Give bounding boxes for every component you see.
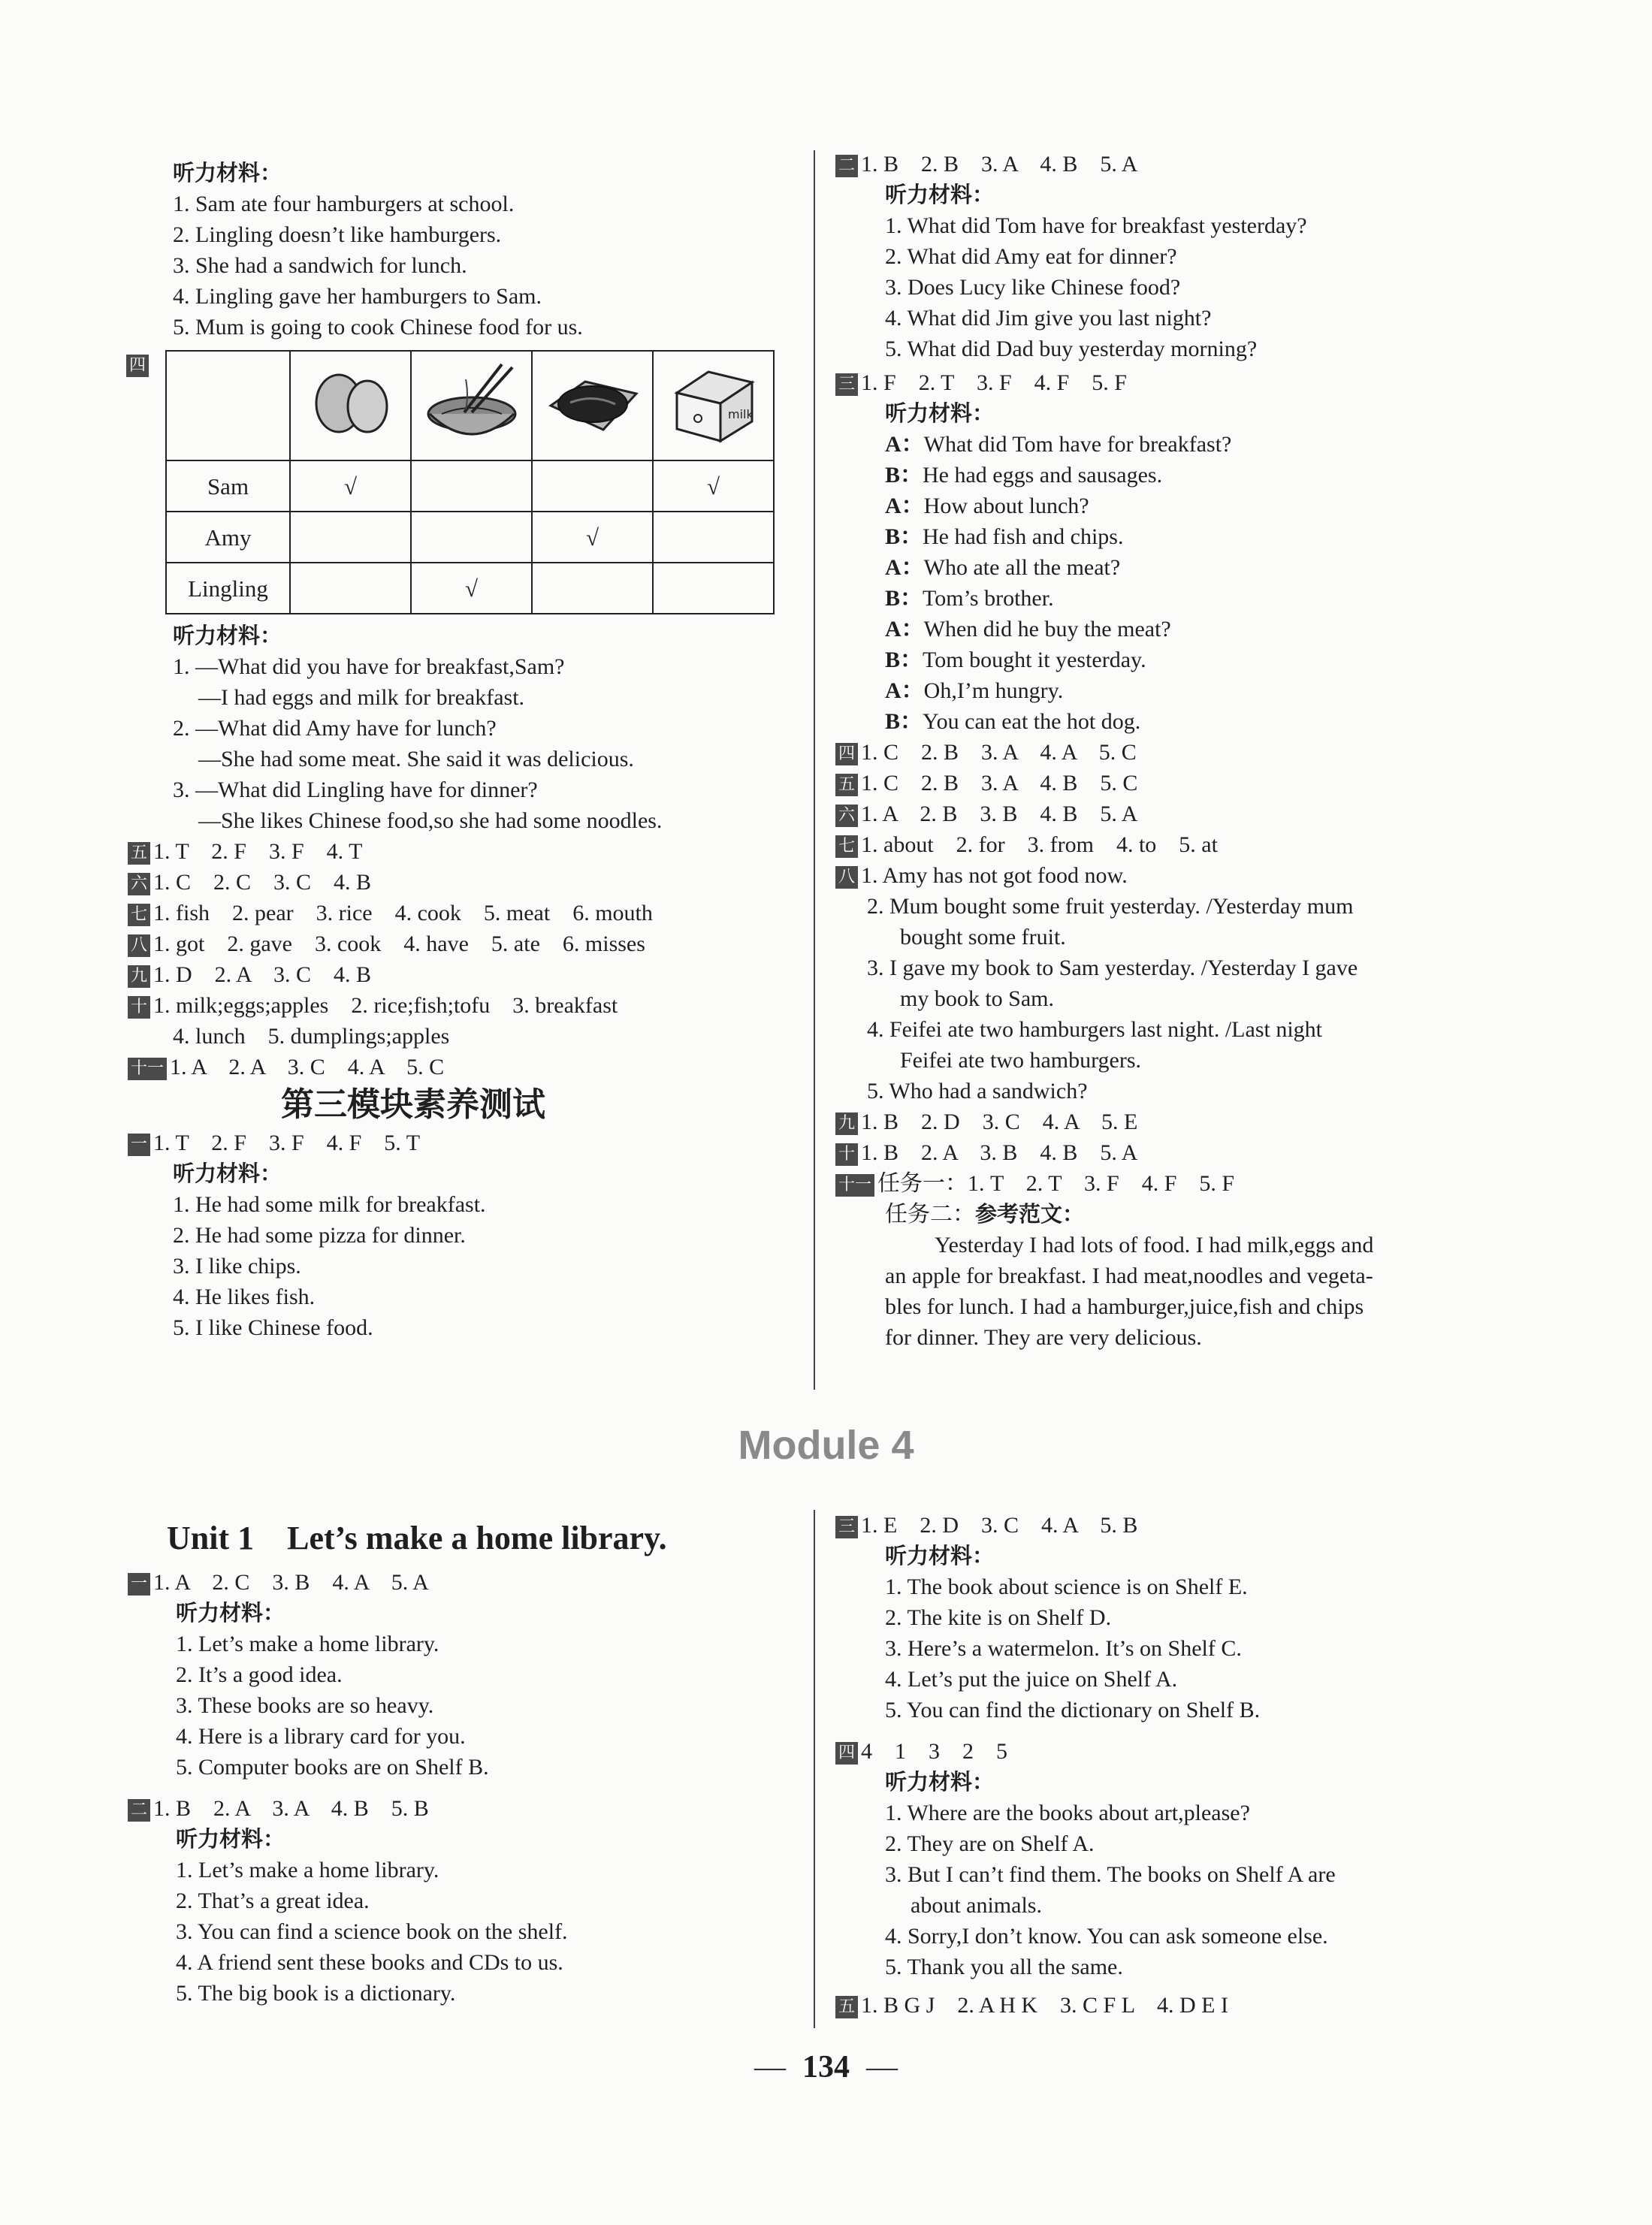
speaker: A bbox=[885, 678, 902, 703]
answer-row bbox=[128, 898, 789, 928]
listening-line: 3. She had a sandwich for lunch. bbox=[173, 253, 467, 278]
listening-line: —She had some meat. She said it was delicious. bbox=[198, 747, 634, 771]
listening-block bbox=[835, 1767, 1512, 1982]
listening-line: 5. What did Dad buy yesterday morning? bbox=[885, 337, 1258, 361]
answer-text: 1. T 2. F 3. F 4. F 5. T bbox=[153, 1131, 421, 1155]
listening-header: 听力材料： bbox=[885, 1543, 995, 1568]
listening-line: 5. Mum is going to cook Chinese food for us. bbox=[173, 315, 583, 340]
question-badge: 三 bbox=[835, 1516, 858, 1538]
table-pic-cell bbox=[653, 351, 774, 460]
top-right-column bbox=[835, 149, 1512, 1353]
speaker: A bbox=[885, 432, 902, 457]
listening-line: 3. Here’s a watermelon. It’s on Shelf C. bbox=[885, 1636, 1242, 1661]
dialogue-text: How about lunch? bbox=[923, 494, 1089, 518]
listening-line: 1. Where are the books about art,please? bbox=[885, 1801, 1250, 1825]
dialogue-text: Who ate all the meat? bbox=[923, 555, 1121, 580]
table-corner-cell bbox=[166, 351, 290, 460]
listening-line: 4. What did Jim give you last night? bbox=[885, 306, 1212, 331]
answer-text: 1. fish 2. pear 3. rice 4. cook 5. meat 6. mouth bbox=[153, 901, 653, 925]
answer-text: 1. T 2. F 3. F 4. T bbox=[153, 839, 363, 864]
task-2-block bbox=[835, 1199, 1512, 1353]
listening-header: 听力材料： bbox=[885, 182, 995, 207]
question-badge: 九 bbox=[835, 1112, 858, 1135]
answer-text: 1. C 2. C 3. C 4. B bbox=[153, 870, 372, 895]
answer-line: 3. I gave my book to Sam yesterday. /Yesterday I gave bbox=[867, 956, 1358, 980]
answer-row bbox=[128, 1052, 789, 1082]
answer-line: Feifei ate two hamburgers. bbox=[900, 1048, 1142, 1073]
listening-line: 2. Lingling doesn’t like hamburgers. bbox=[173, 222, 502, 247]
essay-line: an apple for breakfast. I had meat,noodles and vegeta- bbox=[885, 1263, 1373, 1288]
column-divider bbox=[814, 1510, 815, 2028]
answer-text: 1. E 2. D 3. C 4. A 5. B bbox=[861, 1513, 1138, 1538]
dialogue-text: When did he buy the meat? bbox=[923, 617, 1171, 642]
table-mark-cell: √ bbox=[653, 460, 774, 512]
dialogue-text: He had fish and chips. bbox=[923, 524, 1124, 549]
question-badge: 七 bbox=[835, 835, 858, 858]
answer-text: 1. about 2. for 3. from 4. to 5. at bbox=[861, 832, 1218, 857]
answer-text: 1. F 2. T 3. F 4. F 5. F bbox=[861, 370, 1127, 395]
answer-row bbox=[128, 867, 789, 898]
listening-line: 2. He had some pizza for dinner. bbox=[173, 1223, 466, 1248]
reference-label: 参考范文： bbox=[975, 1201, 1085, 1227]
speaker: B bbox=[885, 586, 901, 611]
noodles-icon bbox=[419, 357, 524, 447]
table-name-cell: Lingling bbox=[166, 563, 290, 614]
listening-block bbox=[835, 398, 1512, 737]
listening-header: 听力材料： bbox=[885, 400, 995, 426]
listening-line: 4. Here is a library card for you. bbox=[176, 1724, 466, 1749]
answer-text: 1. B 2. A 3. B 4. B 5. A bbox=[861, 1140, 1138, 1165]
listening-line: 5. I like Chinese food. bbox=[173, 1315, 373, 1340]
answer-row bbox=[835, 149, 1512, 180]
listening-line: 3. Does Lucy like Chinese food? bbox=[885, 275, 1181, 300]
listening-line: 1. Let’s make a home library. bbox=[176, 1632, 439, 1656]
listening-line: 4. A friend sent these books and CDs to us. bbox=[176, 1950, 563, 1975]
speaker: A bbox=[885, 617, 902, 642]
listening-line: 3. But I can’t find them. The books on Shelf A are bbox=[885, 1862, 1336, 1887]
question-badge: 八 bbox=[835, 866, 858, 889]
listening-line: —She likes Chinese food,so she had some noodles. bbox=[198, 808, 663, 833]
answer-text: 1. A 2. C 3. B 4. A 5. A bbox=[153, 1570, 429, 1595]
section-title: 第三模块素养测试 bbox=[281, 1085, 545, 1124]
eggs-icon bbox=[306, 364, 396, 439]
dialogue-line: A：Who ate all the meat? bbox=[885, 555, 1121, 580]
listening-line: 4. He likes fish. bbox=[173, 1285, 316, 1309]
milk-carton-icon bbox=[665, 357, 763, 447]
top-left-column bbox=[129, 158, 789, 1343]
answer-text: 1. Amy has not got food now. bbox=[861, 863, 1128, 888]
food-table bbox=[165, 350, 775, 614]
table-row bbox=[166, 512, 774, 563]
dialogue-line: A：When did he buy the meat? bbox=[885, 617, 1171, 642]
speaker: A bbox=[885, 494, 902, 518]
speaker: A bbox=[885, 555, 902, 580]
question-badge: 八 bbox=[128, 934, 150, 957]
listening-line: 1. The book about science is on Shelf E. bbox=[885, 1574, 1248, 1599]
essay-line: for dinner. They are very delicious. bbox=[885, 1325, 1202, 1350]
answer-row bbox=[835, 799, 1512, 829]
question-badge: 二 bbox=[835, 155, 858, 177]
question-4-table-block bbox=[129, 350, 789, 614]
listening-line: 2. That’s a great idea. bbox=[176, 1888, 370, 1913]
dialogue-line: B：He had fish and chips. bbox=[885, 524, 1124, 549]
answer-row bbox=[835, 1106, 1512, 1137]
dialogue-line: B：Tom’s brother. bbox=[885, 586, 1054, 611]
bottom-left-column bbox=[131, 1517, 790, 2009]
answer-text: 任务一：1. T 2. T 3. F 4. F 5. F bbox=[877, 1171, 1235, 1196]
table-mark-cell: √ bbox=[532, 512, 653, 563]
dialogue-text: What did Tom have for breakfast? bbox=[923, 432, 1232, 457]
listening-block bbox=[835, 1541, 1512, 1725]
speaker: B bbox=[885, 524, 901, 549]
table-mark-cell: √ bbox=[290, 460, 411, 512]
answer-row bbox=[128, 928, 789, 959]
table-mark-cell: √ bbox=[411, 563, 532, 614]
listening-line: 2. —What did Amy have for lunch? bbox=[173, 716, 497, 741]
dialogue-line: A：Oh,I’m hungry. bbox=[885, 678, 1064, 703]
table-mark-cell bbox=[290, 563, 411, 614]
module-title: Module 4 bbox=[738, 1423, 914, 1468]
table-mark-cell bbox=[411, 512, 532, 563]
question-badge: 六 bbox=[835, 805, 858, 827]
footer-dash: — bbox=[754, 2050, 786, 2085]
answer-row bbox=[835, 768, 1512, 799]
dialogue-line: A：How about lunch? bbox=[885, 494, 1089, 518]
column-divider bbox=[814, 150, 815, 1390]
listening-header: 听力材料： bbox=[885, 1769, 995, 1795]
listening-line: 1. What did Tom have for breakfast yesterday? bbox=[885, 213, 1307, 238]
question-badge: 十 bbox=[128, 996, 150, 1019]
speaker: B bbox=[885, 648, 901, 672]
question-badge: 十 bbox=[835, 1143, 858, 1166]
question-badge: 七 bbox=[128, 904, 150, 926]
question-badge: 四 bbox=[126, 355, 149, 377]
listening-line: 2. What did Amy eat for dinner? bbox=[885, 244, 1177, 269]
listening-line: about animals. bbox=[911, 1893, 1042, 1918]
answer-text: 1. A 2. B 3. B 4. B 5. A bbox=[861, 802, 1138, 826]
meat-icon bbox=[540, 361, 645, 443]
answer-row bbox=[835, 737, 1512, 768]
question-badge: 五 bbox=[835, 1996, 858, 2018]
dialogue-line: B：You can eat the hot dog. bbox=[885, 709, 1141, 734]
answer-text: 1. B 2. B 3. A 4. B 5. A bbox=[861, 152, 1138, 177]
listening-block bbox=[167, 1824, 790, 2009]
listening-line: 1. —What did you have for breakfast,Sam? bbox=[173, 654, 565, 679]
question-badge: 四 bbox=[835, 1742, 858, 1765]
table-pic-cell bbox=[290, 351, 411, 460]
dialogue-text: You can eat the hot dog. bbox=[923, 709, 1141, 734]
answer-row bbox=[835, 1990, 1512, 2021]
listening-line: 3. —What did Lingling have for dinner? bbox=[173, 777, 538, 802]
answer-continuation: 4. lunch 5. dumplings;apples bbox=[173, 1024, 450, 1049]
bottom-right-column bbox=[835, 1510, 1512, 2021]
answer-text: 1. B 2. D 3. C 4. A 5. E bbox=[861, 1109, 1138, 1134]
milk-label: milk bbox=[727, 407, 754, 421]
listening-block bbox=[167, 1598, 790, 1783]
question-badge: 一 bbox=[128, 1573, 150, 1596]
answer-text: 1. got 2. gave 3. cook 4. have 5. ate 6. misses bbox=[153, 931, 645, 956]
dialogue-text: Tom bought it yesterday. bbox=[923, 648, 1146, 672]
listening-line: 2. It’s a good idea. bbox=[176, 1662, 343, 1687]
listening-line: 4. Sorry,I don’t know. You can ask someone else. bbox=[885, 1924, 1328, 1949]
answer-text: 1. B G J 2. A H K 3. C F L 4. D E I bbox=[861, 1993, 1228, 2018]
question-badge: 三 bbox=[835, 373, 858, 396]
answer-row bbox=[835, 829, 1512, 860]
answer-text: 1. A 2. A 3. C 4. A 5. C bbox=[170, 1055, 445, 1079]
question-badge: 五 bbox=[835, 774, 858, 796]
table-row bbox=[166, 460, 774, 512]
listening-line: 3. You can find a science book on the shelf. bbox=[176, 1919, 568, 1944]
question-badge: 二 bbox=[128, 1799, 150, 1822]
table-pic-cell bbox=[411, 351, 532, 460]
answer-row bbox=[835, 860, 1512, 891]
listening-line: 5. Computer books are on Shelf B. bbox=[176, 1755, 489, 1780]
listening-line: 3. These books are so heavy. bbox=[176, 1693, 434, 1718]
listening-line: 5. Thank you all the same. bbox=[885, 1955, 1123, 1979]
unit-title: Unit 1 Let’s make a home library. bbox=[167, 1520, 667, 1556]
question-badge: 四 bbox=[835, 743, 858, 765]
dialogue-text: Tom’s brother. bbox=[923, 586, 1054, 611]
question-badge: 五 bbox=[128, 842, 150, 865]
question-badge: 一 bbox=[128, 1134, 150, 1156]
listening-line: 1. He had some milk for breakfast. bbox=[173, 1192, 486, 1217]
listening-header: 听力材料： bbox=[173, 1161, 282, 1186]
listening-line: 3. I like chips. bbox=[173, 1254, 301, 1279]
listening-header: 听力材料： bbox=[173, 160, 282, 186]
answer-row bbox=[835, 1736, 1512, 1767]
answer-line: 2. Mum bought some fruit yesterday. /Yesterday mum bbox=[867, 894, 1354, 919]
answer-row bbox=[128, 1128, 789, 1158]
table-mark-cell bbox=[290, 512, 411, 563]
essay-line: bles for lunch. I had a hamburger,juice,fish and chips bbox=[885, 1294, 1364, 1319]
answer-row bbox=[128, 1793, 790, 1824]
question-badge: 六 bbox=[128, 873, 150, 895]
question-badge: 十一 bbox=[835, 1174, 874, 1197]
listening-line: —I had eggs and milk for breakfast. bbox=[198, 685, 525, 710]
answer-row bbox=[128, 959, 789, 990]
task-2-heading bbox=[885, 1199, 1512, 1230]
table-mark-cell bbox=[411, 460, 532, 512]
essay-line: Yesterday I had lots of food. I had milk,eggs and bbox=[935, 1233, 1374, 1257]
question-badge: 十一 bbox=[128, 1058, 167, 1080]
listening-header: 听力材料： bbox=[176, 1600, 285, 1626]
answer-row bbox=[128, 836, 789, 867]
reference-essay bbox=[885, 1230, 1501, 1353]
dialogue-line: A：What did Tom have for breakfast? bbox=[885, 432, 1232, 457]
table-header-row bbox=[166, 351, 774, 460]
dialogue-text: Oh,I’m hungry. bbox=[923, 678, 1064, 703]
answer-text: 1. milk;eggs;apples 2. rice;fish;tofu 3. breakfast bbox=[153, 993, 618, 1018]
answer-text: 1. C 2. B 3. A 4. A 5. C bbox=[861, 740, 1137, 765]
answer-text: 4 1 3 2 5 bbox=[861, 1739, 1008, 1764]
listening-line: 4. Let’s put the juice on Shelf A. bbox=[885, 1667, 1178, 1692]
answer-text: 1. C 2. B 3. A 4. B 5. C bbox=[861, 771, 1138, 796]
question-badge: 九 bbox=[128, 965, 150, 988]
answer-text: 1. D 2. A 3. C 4. B bbox=[153, 962, 372, 987]
answer-row bbox=[835, 1168, 1512, 1199]
listening-line: 2. They are on Shelf A. bbox=[885, 1831, 1095, 1856]
listening-line: 4. Lingling gave her hamburgers to Sam. bbox=[173, 284, 542, 309]
answer-row bbox=[128, 1567, 790, 1598]
answer-line: 4. Feifei ate two hamburgers last night. /Last night bbox=[867, 1017, 1323, 1042]
answer-line: my book to Sam. bbox=[900, 986, 1055, 1011]
table-mark-cell bbox=[653, 563, 774, 614]
task-2-label: 任务二： bbox=[885, 1202, 975, 1227]
listening-header: 听力材料： bbox=[176, 1826, 285, 1852]
footer-dash: — bbox=[866, 2050, 898, 2085]
table-pic-cell bbox=[532, 351, 653, 460]
listening-line: 5. The big book is a dictionary. bbox=[176, 1981, 456, 2006]
answer-row bbox=[128, 990, 789, 1021]
speaker: B bbox=[885, 709, 901, 734]
table-row bbox=[166, 563, 774, 614]
page-number: 134 bbox=[802, 2050, 850, 2085]
listening-header: 听力材料： bbox=[173, 623, 282, 648]
answer-row bbox=[835, 367, 1512, 398]
table-mark-cell bbox=[532, 563, 653, 614]
speaker: B bbox=[885, 463, 901, 488]
answer-line: 5. Who had a sandwich? bbox=[867, 1079, 1088, 1103]
dialogue-text: He had eggs and sausages. bbox=[923, 463, 1163, 488]
table-mark-cell bbox=[653, 512, 774, 563]
table-mark-cell bbox=[532, 460, 653, 512]
answer-row bbox=[835, 1137, 1512, 1168]
listening-line: 1. Let’s make a home library. bbox=[176, 1858, 439, 1882]
table-name-cell: Sam bbox=[166, 460, 290, 512]
dialogue-line: B：He had eggs and sausages. bbox=[885, 463, 1163, 488]
answer-row bbox=[835, 1510, 1512, 1541]
dialogue-line: B：Tom bought it yesterday. bbox=[885, 648, 1146, 672]
answer-line: bought some fruit. bbox=[900, 925, 1066, 949]
listening-line: 5. You can find the dictionary on Shelf B. bbox=[885, 1698, 1261, 1722]
listening-line: 1. Sam ate four hamburgers at school. bbox=[173, 192, 515, 216]
table-name-cell: Amy bbox=[166, 512, 290, 563]
answer-text: 1. B 2. A 3. A 4. B 5. B bbox=[153, 1796, 429, 1821]
page-footer bbox=[0, 2049, 1652, 2085]
listening-block bbox=[835, 180, 1512, 364]
listening-line: 2. The kite is on Shelf D. bbox=[885, 1605, 1112, 1630]
